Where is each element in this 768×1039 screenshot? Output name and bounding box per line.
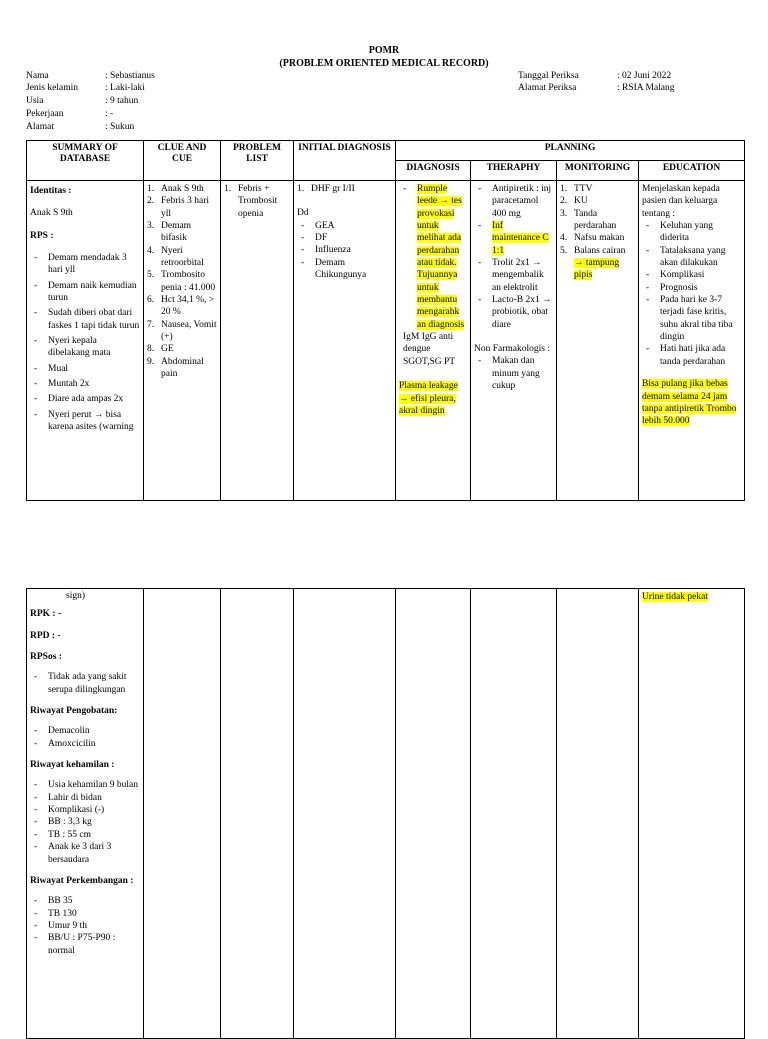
rpd-text: RPD : - — [30, 630, 61, 641]
header-planning: PLANNING — [396, 141, 745, 161]
list-item: - Lahir di bidan — [30, 792, 140, 804]
list-item: 3. Tanda perdarahan — [560, 208, 617, 232]
non-farmakologis-list — [474, 355, 553, 392]
education-cont-cell — [639, 589, 745, 1039]
list-item: - Antipiretik : inj paracetamol 400 mg — [474, 183, 553, 220]
jk-value: : Laki-laki — [105, 83, 145, 93]
clue-list — [147, 183, 217, 381]
list-item: - Influenza — [297, 244, 392, 256]
problem-list — [224, 183, 290, 220]
list-item: - GEA — [297, 220, 392, 232]
list-item: - Demacolin — [30, 725, 140, 737]
header-summary: SUMMARY OF DATABASE — [27, 141, 144, 181]
list-item: - Amoxcicilin — [30, 738, 140, 750]
list-item: - Demam naik kemudian turun — [30, 280, 140, 305]
identitas-value: Anak S 9th — [30, 208, 73, 219]
initial-main: DHF gr I/II — [311, 184, 355, 194]
list-item: - Lacto-B 2x1 → probiotik, obat diare — [474, 294, 553, 331]
plasma-text: Plasma leakage → efisi pleura, akral dingin — [399, 381, 458, 416]
list-item: - Komplikasi (-) — [30, 804, 140, 816]
summary-cell — [27, 181, 144, 501]
rpsos-list — [30, 671, 140, 696]
header-problem: PROBLEM LIST — [221, 141, 294, 181]
header-monitoring: MONITORING — [557, 161, 639, 181]
list-item: 1. DHF gr I/II — [297, 184, 355, 194]
list-item: - Nyeri kepala dibelakang mata — [30, 335, 140, 360]
list-item: - IgM IgG anti dengue — [396, 331, 468, 356]
rumple-text: Rumple leede → tes provokasi untuk melihat ada perdarahan atau tidak. Tujuannya untuk membantu mengarahk an diagnosis — [417, 184, 465, 330]
education-cell — [639, 181, 745, 501]
list-item: 1. Febris + Trombosit openia — [224, 184, 278, 219]
list-item — [399, 183, 467, 331]
list-item: - Demam mendadak 3 hari yll — [30, 252, 140, 277]
initial-cell — [294, 181, 396, 501]
pekerjaan-value: : - — [105, 109, 114, 119]
clue-text: Trombosito penia : 41.000 — [161, 270, 216, 293]
alamat-value: : Sukun — [105, 122, 135, 132]
list-item: 2. Febris 3 hari yll — [147, 196, 210, 219]
header-theraphy: THERAPHY — [471, 161, 557, 181]
tgl-label: Tanggal Periksa — [518, 71, 579, 81]
initial-list — [297, 183, 392, 195]
sign-text: sign) — [66, 591, 85, 601]
monitoring-cont-cell — [557, 589, 639, 1039]
doc-subtitle: (PROBLEM ORIENTED MEDICAL RECORD) — [279, 58, 489, 69]
usia-value: : 9 tahun — [105, 96, 139, 106]
diagnosis-cell — [396, 181, 471, 501]
pomr-table-1 — [26, 140, 745, 501]
clue-text: Nausea, Vomit (+) — [161, 319, 217, 343]
clue-text: Abdominal pain — [161, 356, 204, 380]
list-item: 6. Hct 34,1 %, > 20 % — [147, 295, 215, 318]
clue-text: Febris 3 hari yll — [161, 196, 210, 219]
clue-text: Demam bifasik — [161, 221, 192, 244]
nama-value: : Sebastianus — [105, 71, 155, 81]
plasma-wrap — [399, 380, 467, 417]
list-item: - BB 35 — [30, 895, 140, 907]
initial-cont-cell — [294, 589, 396, 1039]
perkembangan-list — [30, 895, 140, 957]
list-item: - BB/U : P75-P90 : normal — [30, 932, 140, 957]
list-item: - TB 130 — [30, 908, 140, 920]
list-item: - BB : 3,3 kg — [30, 816, 140, 828]
header-clue: CLUE AND CUE — [144, 141, 221, 181]
theraphy-list — [474, 183, 553, 331]
diagnosis-list — [399, 183, 467, 331]
list-item: - Pada hari ke 3-7 terjadi fase kritis, suhu akral tiba tiba dingin — [642, 294, 741, 343]
jk-label: Jenis kelamin — [26, 83, 78, 93]
list-item: - TB : 55 cm — [30, 829, 140, 841]
dd-label: Dd — [297, 208, 309, 219]
clue-text: Hct 34,1 %, > 20 % — [161, 295, 215, 318]
list-item: - Diare ada ampas 2x — [30, 393, 140, 405]
monitoring-text: KU — [574, 196, 588, 207]
pengobatan-list — [30, 725, 140, 750]
pekerjaan-label: Pekerjaan — [26, 109, 64, 119]
list-item: - Muntah 2x — [30, 378, 140, 390]
pengobatan-label: Riwayat Pengobatan: — [30, 706, 118, 717]
kehamilan-label: Riwayat kehamilan : — [30, 760, 115, 771]
problem-text: Febris + Trombosit openia — [238, 184, 278, 219]
list-item: - DF — [297, 232, 392, 244]
list-item: - Tatalaksana yang akan dilakukan — [642, 245, 741, 270]
tgl-value: : 02 Juni 2022 — [617, 71, 672, 81]
kehamilan-list — [30, 779, 140, 865]
list-item: - Usia kehamilan 9 bulan — [30, 779, 140, 791]
monitoring-text: Nafsu makan — [574, 233, 625, 244]
urine-text: Urine tidak pekat — [642, 592, 708, 602]
diagnosis-lab-list — [396, 331, 468, 368]
pulang-wrap — [642, 378, 741, 427]
rps-list — [30, 252, 140, 433]
clue-cont-cell — [144, 589, 221, 1039]
list-item: - Demam Chikungunya — [297, 257, 392, 282]
list-item: 3. Demam bifasik — [147, 221, 192, 244]
rpsos-label: RPSos : — [30, 652, 62, 663]
usia-label: Usia — [26, 96, 44, 106]
education-list — [642, 220, 741, 368]
clue-text: Anak S 9th — [161, 184, 204, 194]
list-item: - Komplikasi — [642, 269, 741, 281]
rps-label: RPS : — [30, 230, 54, 241]
monitoring-text: TTV — [574, 184, 593, 194]
list-item: 4. Nafsu makan — [560, 233, 625, 244]
header-diagnosis: DIAGNOSIS — [396, 161, 471, 181]
dd-list — [297, 220, 392, 282]
theraphy-cont-cell — [471, 589, 557, 1039]
list-item: 2. KU — [560, 196, 588, 207]
list-item: 7. Nausea, Vomit (+) — [147, 319, 217, 343]
list-item: 1. TTV — [560, 184, 593, 194]
clue-text: Nyeri retroorbital — [161, 245, 204, 269]
list-item: - Prognosis — [642, 282, 741, 294]
pulang-text: Bisa pulang jika bebas demam selama 24 jam tanpa antipiretik Trombo lebih 50.000 — [642, 379, 737, 427]
list-item: - Sudah diberi obat dari faskes 1 tapi tidak turun — [30, 307, 140, 332]
alamat-label: Alamat — [26, 122, 54, 132]
list-item: - SGOT,SG PT — [396, 356, 468, 368]
list-item: - Mual — [30, 363, 140, 375]
list-item: 1. Anak S 9th — [147, 184, 204, 194]
list-item: 5. Balans cairan → tampung pipis — [560, 245, 626, 281]
identitas-label: Identitas : — [30, 186, 72, 196]
list-item: - Anak ke 3 dari 3 bersaudara — [30, 841, 140, 866]
monitoring-list — [560, 183, 635, 282]
list-item — [474, 220, 553, 257]
tampung-text: → tampung pipis — [574, 258, 620, 281]
list-item: - Trolit 2x1 → mengembalik an elektrolit — [474, 257, 553, 294]
list-item: - Tidak ada yang sakit serupa dilingkungan — [30, 671, 140, 696]
summary-cont-cell — [27, 589, 144, 1039]
monitoring-cell — [557, 181, 639, 501]
monitoring-text: Balans cairan — [574, 245, 626, 256]
theraphy-cell — [471, 181, 557, 501]
list-item: - Makan dan minum yang cukup — [474, 355, 553, 392]
list-item: - Umur 9 th — [30, 920, 140, 932]
list-item: - Keluhan yang diderita — [642, 220, 741, 245]
alamat-periksa-label: Alamat Periksa — [518, 83, 577, 93]
nama-label: Nama — [26, 71, 49, 81]
list-item: 4. Nyeri retroorbital — [147, 245, 204, 269]
list-item: - Nyeri perut → bisa karena asites (warning — [30, 409, 140, 434]
list-item: - Hati hati jika ada tanda perdarahan — [642, 343, 741, 368]
list-item: 8. GE — [147, 344, 174, 355]
problem-cell — [221, 181, 294, 501]
clue-cell — [144, 181, 221, 501]
diagnosis-cont-cell — [396, 589, 471, 1039]
education-intro: Menjelaskan kepada pasien dan keluarga tentang : — [642, 184, 720, 219]
problem-cont-cell — [221, 589, 294, 1039]
clue-text: GE — [161, 344, 174, 355]
header-initial: INITIAL DIAGNOSIS — [294, 141, 396, 181]
header-education: EDUCATION — [639, 161, 745, 181]
doc-title: POMR — [368, 45, 400, 56]
inf-text: Inf maintenance C 1:1 — [492, 221, 549, 256]
pomr-table-2 — [26, 588, 745, 1039]
alamat-periksa-value: : RSIA Malang — [617, 83, 675, 93]
monitoring-text: Tanda perdarahan — [574, 208, 617, 232]
non-farmakologis-label: Non Farmakologis : — [474, 344, 550, 355]
perkembangan-label: Riwayat Perkembangan : — [30, 875, 134, 886]
rpk-text: RPK : - — [30, 609, 62, 620]
list-item: 9. Abdominal pain — [147, 356, 204, 380]
list-item: 5. Trombosito penia : 41.000 — [147, 270, 216, 293]
